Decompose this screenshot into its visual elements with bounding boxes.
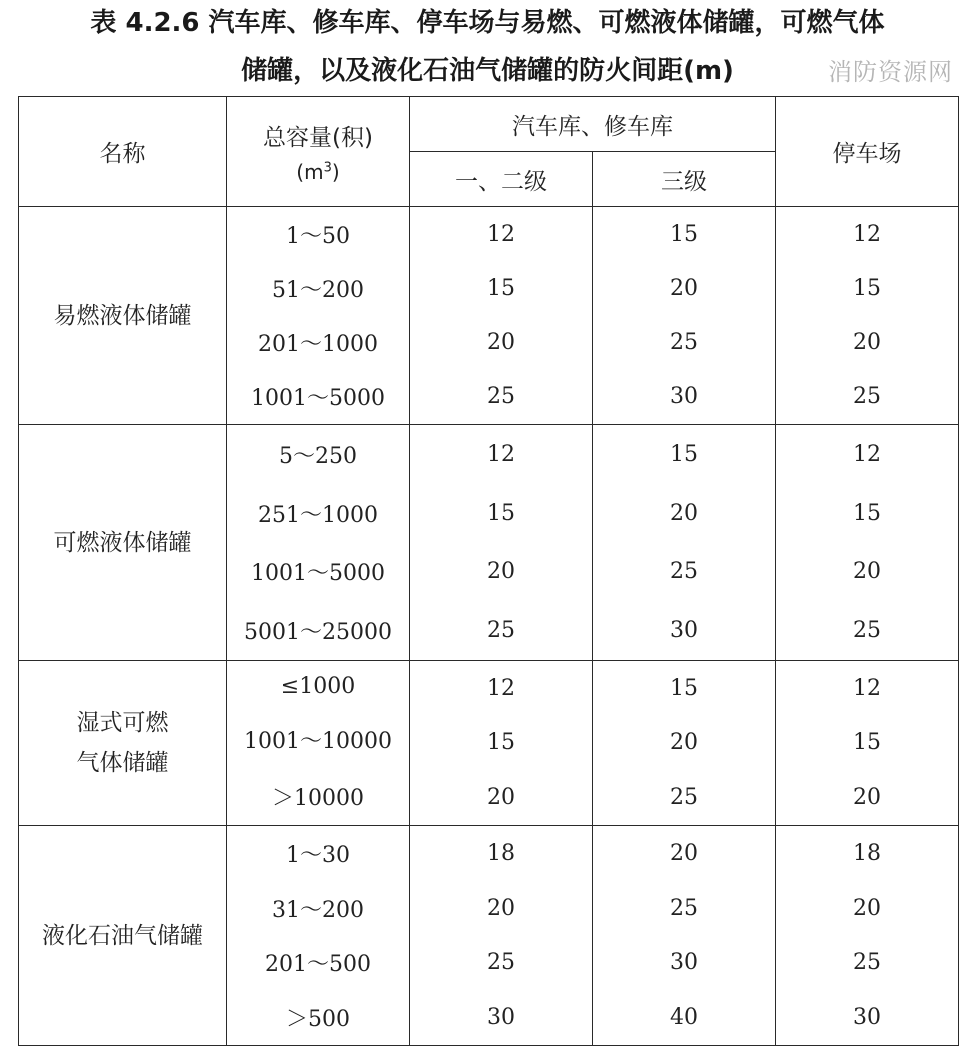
- cell-parking: 25: [853, 384, 881, 410]
- cell-g3: 20: [670, 500, 698, 526]
- col-g12: [410, 661, 593, 826]
- cell-capacity: 201～500: [265, 952, 371, 978]
- cell-capacity: ＞10000: [272, 786, 364, 812]
- col-g12: [410, 425, 593, 661]
- cell-g12: 15: [487, 730, 515, 756]
- table-row: [19, 425, 959, 661]
- cell-g3: 15: [670, 221, 698, 247]
- cell-parking: 20: [853, 559, 881, 585]
- col-g3: [593, 826, 776, 1046]
- group-name: [19, 661, 227, 826]
- cell-capacity: 201～1000: [258, 332, 378, 358]
- cell-g3: 25: [670, 785, 698, 811]
- cell-g12: 25: [487, 384, 515, 410]
- cell-capacity: 251～1000: [258, 502, 378, 528]
- col-parking: [776, 661, 959, 826]
- col-capacity: [227, 207, 410, 425]
- col-capacity: [227, 425, 410, 661]
- header-capacity-label: 总容量(积): [263, 125, 373, 151]
- cell-g3: 15: [670, 441, 698, 467]
- group-name-line: 易燃液体储罐: [53, 302, 192, 329]
- cell-g3: 40: [670, 1005, 698, 1031]
- header-name: 名称: [19, 97, 227, 207]
- cell-capacity: 1001～5000: [251, 386, 385, 412]
- cell-g12: 15: [487, 500, 515, 526]
- cell-parking: 20: [853, 895, 881, 921]
- group-name: [19, 207, 227, 425]
- cell-g12: 25: [487, 618, 515, 644]
- header-capacity-unit-wrap: [227, 160, 409, 184]
- cell-parking: 25: [853, 618, 881, 644]
- col-capacity: [227, 661, 410, 826]
- group-name-line: 液化石油气储罐: [42, 922, 203, 949]
- cell-g12: 20: [487, 785, 515, 811]
- cell-parking: 12: [853, 221, 881, 247]
- col-parking: [776, 207, 959, 425]
- cell-g12: 12: [487, 221, 515, 247]
- cell-g12: 30: [487, 1005, 515, 1031]
- cell-g12: 20: [487, 330, 515, 356]
- cell-g3: 25: [670, 330, 698, 356]
- cell-capacity: 1001～5000: [251, 561, 385, 587]
- group-name-line: 可燃液体储罐: [53, 529, 192, 556]
- cell-capacity: 1～50: [286, 223, 350, 249]
- table-row: [19, 207, 959, 425]
- cell-capacity: 31～200: [272, 897, 364, 923]
- header-capacity-unit-suffix: ): [331, 160, 340, 184]
- cell-capacity: 5～250: [279, 443, 357, 469]
- cell-capacity: ＞500: [286, 1007, 350, 1033]
- cell-capacity: 1001～10000: [244, 729, 392, 755]
- group-name: [19, 826, 227, 1046]
- cell-g12: 25: [487, 950, 515, 976]
- cell-parking: 25: [853, 950, 881, 976]
- col-g3: [593, 425, 776, 661]
- table-title-line1: 表 4.2.6 汽车库、修车库、停车场与易燃、可燃液体储罐，可燃气体: [90, 8, 885, 38]
- cell-parking: 18: [853, 840, 881, 866]
- cell-g12: 20: [487, 559, 515, 585]
- cell-g3: 20: [670, 840, 698, 866]
- cell-parking: 15: [853, 500, 881, 526]
- table-row: [19, 661, 959, 826]
- cell-g3: 30: [670, 950, 698, 976]
- group-name-line: 气体储罐: [76, 750, 169, 776]
- cell-g12: 18: [487, 840, 515, 866]
- fire-distance-table: [18, 96, 959, 1046]
- cell-parking: 12: [853, 675, 881, 701]
- cell-capacity: 1～30: [286, 842, 350, 868]
- col-g12: [410, 207, 593, 425]
- cell-parking: 30: [853, 1005, 881, 1031]
- group-name-line: 湿式可燃: [76, 710, 169, 736]
- header-capacity: [227, 97, 410, 207]
- col-g12: [410, 826, 593, 1046]
- cell-parking: 15: [853, 730, 881, 756]
- cell-capacity: 5001～25000: [244, 620, 392, 646]
- cell-parking: 12: [853, 441, 881, 467]
- cell-g3: 20: [670, 730, 698, 756]
- cell-g3: 30: [670, 618, 698, 644]
- header-capacity-unit: m: [304, 160, 324, 184]
- table-body: [19, 207, 959, 1046]
- cell-g3: 25: [670, 895, 698, 921]
- cell-g3: 15: [670, 675, 698, 701]
- cell-parking: 15: [853, 275, 881, 301]
- header-capacity-sup: 3: [323, 160, 332, 176]
- cell-capacity: 51～200: [272, 277, 364, 303]
- header-parking: 停车场: [776, 97, 959, 207]
- header-grade12: 一、二级: [410, 152, 593, 207]
- col-parking: [776, 425, 959, 661]
- header-grade3: 三级: [593, 152, 776, 207]
- col-parking: [776, 826, 959, 1046]
- cell-parking: 20: [853, 785, 881, 811]
- cell-capacity: ≤1000: [280, 673, 356, 699]
- cell-g3: 20: [670, 275, 698, 301]
- header-garage: 汽车库、修车库: [410, 97, 776, 152]
- group-name: [19, 425, 227, 661]
- cell-g12: 12: [487, 675, 515, 701]
- cell-g12: 15: [487, 275, 515, 301]
- cell-g12: 20: [487, 895, 515, 921]
- col-g3: [593, 661, 776, 826]
- cell-g3: 30: [670, 384, 698, 410]
- cell-parking: 20: [853, 330, 881, 356]
- table-row: [19, 826, 959, 1046]
- col-capacity: [227, 826, 410, 1046]
- cell-g3: 25: [670, 559, 698, 585]
- watermark: 消防资源网: [828, 58, 953, 86]
- table-title-line2: 储罐，以及液化石油气储罐的防火间距(m): [241, 56, 734, 86]
- header-capacity-unit-prefix: (: [296, 160, 305, 184]
- cell-g12: 12: [487, 441, 515, 467]
- col-g3: [593, 207, 776, 425]
